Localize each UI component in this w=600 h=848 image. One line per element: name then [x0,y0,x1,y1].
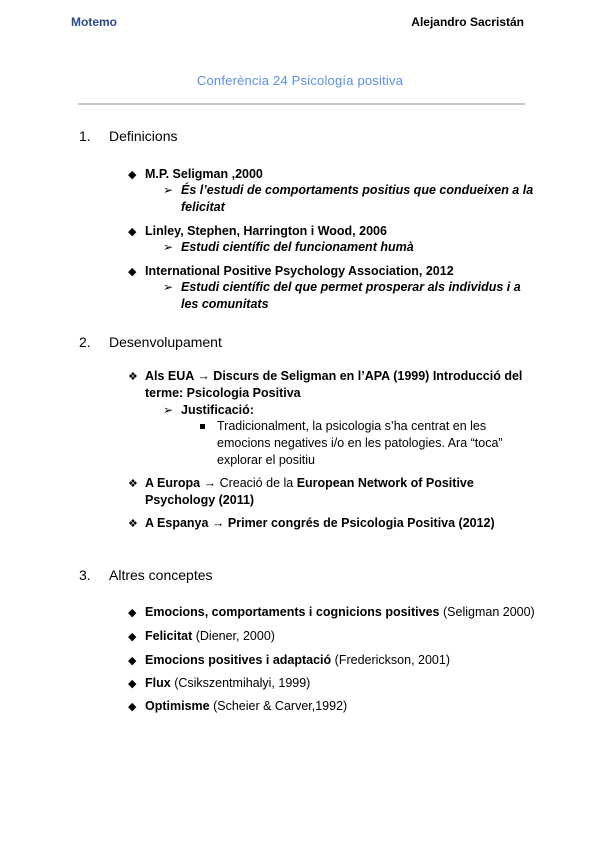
concept-item [145,652,450,669]
definition-text: Estudi científic del que permet prosperar als individus i a [181,280,521,294]
definition-text: Estudi científic del funcionament humà [181,240,414,254]
europa-label: A Europa [145,476,201,490]
definition-author: International Positive Psychology Association, 2012 [145,264,454,278]
diamond-bullet-icon: ◆ [128,266,137,278]
section-number: 1. [79,128,91,144]
arrowhead-bullet-icon: ➢ [163,403,174,417]
star-bullet-icon: ❖ [128,371,138,383]
section-number: 3. [79,567,91,583]
header-left-label: Motemo [71,15,117,29]
espanya-item: A Espanya → Primer congrés de Psicologia Positiva (2012) [145,516,495,530]
star-bullet-icon: ❖ [128,518,138,530]
europa-text: → Creació de la [203,476,294,490]
page-title: Conferència 24 Psicología positiva [196,73,404,88]
justificacio-text-cont: emocions negatives i/o en les patologies. Ara “toca” [217,436,503,450]
arrowhead-bullet-icon: ➢ [163,183,174,197]
definition-text-cont: les comunitats [181,297,269,311]
arrowhead-bullet-icon: ➢ [163,240,174,254]
eua-item: Als EUA → Discurs de Seligman en l’APA (1999) Introducció del [145,369,523,383]
concept-name: Flux [145,676,171,690]
eua-item-cont: terme: Psicologia Positiva [145,386,301,400]
europa-item [145,475,474,492]
square-bullet-icon [200,424,205,429]
concept-ref: (Seligman 2000) [443,605,535,619]
section-title: Desenvolupament [109,334,222,350]
definition-author: M.P. Seligman ,2000 [145,167,263,181]
star-bullet-icon: ❖ [128,478,138,490]
concept-item [145,675,310,692]
header-author: Alejandro Sacristán [411,15,524,29]
diamond-bullet-icon: ◆ [128,678,137,690]
concept-ref: (Diener, 2000) [195,629,275,643]
concept-ref: (Csikszentmihalyi, 1999) [174,676,311,690]
diamond-bullet-icon: ◆ [128,655,137,667]
justificacio-text-cont: explorar el positiu [217,453,315,467]
definition-text: És l’estudi de comportaments positius que condueixen a la [181,183,534,197]
section-title: Definicions [109,128,178,144]
title-divider [78,103,525,105]
definition-author: Linley, Stephen, Harrington i Wood, 2006 [145,224,387,238]
diamond-bullet-icon: ◆ [128,631,137,643]
justificacio-label: Justificació: [181,403,254,417]
concept-name: Optimisme [145,699,210,713]
arrowhead-bullet-icon: ➢ [163,280,174,294]
justificacio-text: Tradicionalment, la psicologia s’ha centrat en les [217,419,487,433]
concept-item [145,628,275,645]
concept-name: Emocions positives i adaptació [145,653,332,667]
concept-item [145,698,347,715]
definition-text-cont: felicitat [181,200,225,214]
concept-name: Emocions, comportaments i cognicions positives [145,605,440,619]
diamond-bullet-icon: ◆ [128,701,137,713]
section-title: Altres conceptes [109,567,213,583]
diamond-bullet-icon: ◆ [128,226,137,238]
concept-ref: (Scheier & Carver,1992) [213,699,348,713]
diamond-bullet-icon: ◆ [128,169,137,181]
europa-item-cont: Psychology (2011) [145,493,255,507]
diamond-bullet-icon: ◆ [128,607,137,619]
concept-name: Felicitat [145,629,193,643]
concept-item [145,604,535,621]
europa-network: European Network of Positive [296,476,474,490]
section-number: 2. [79,334,91,350]
concept-ref: (Frederickson, 2001) [334,653,450,667]
